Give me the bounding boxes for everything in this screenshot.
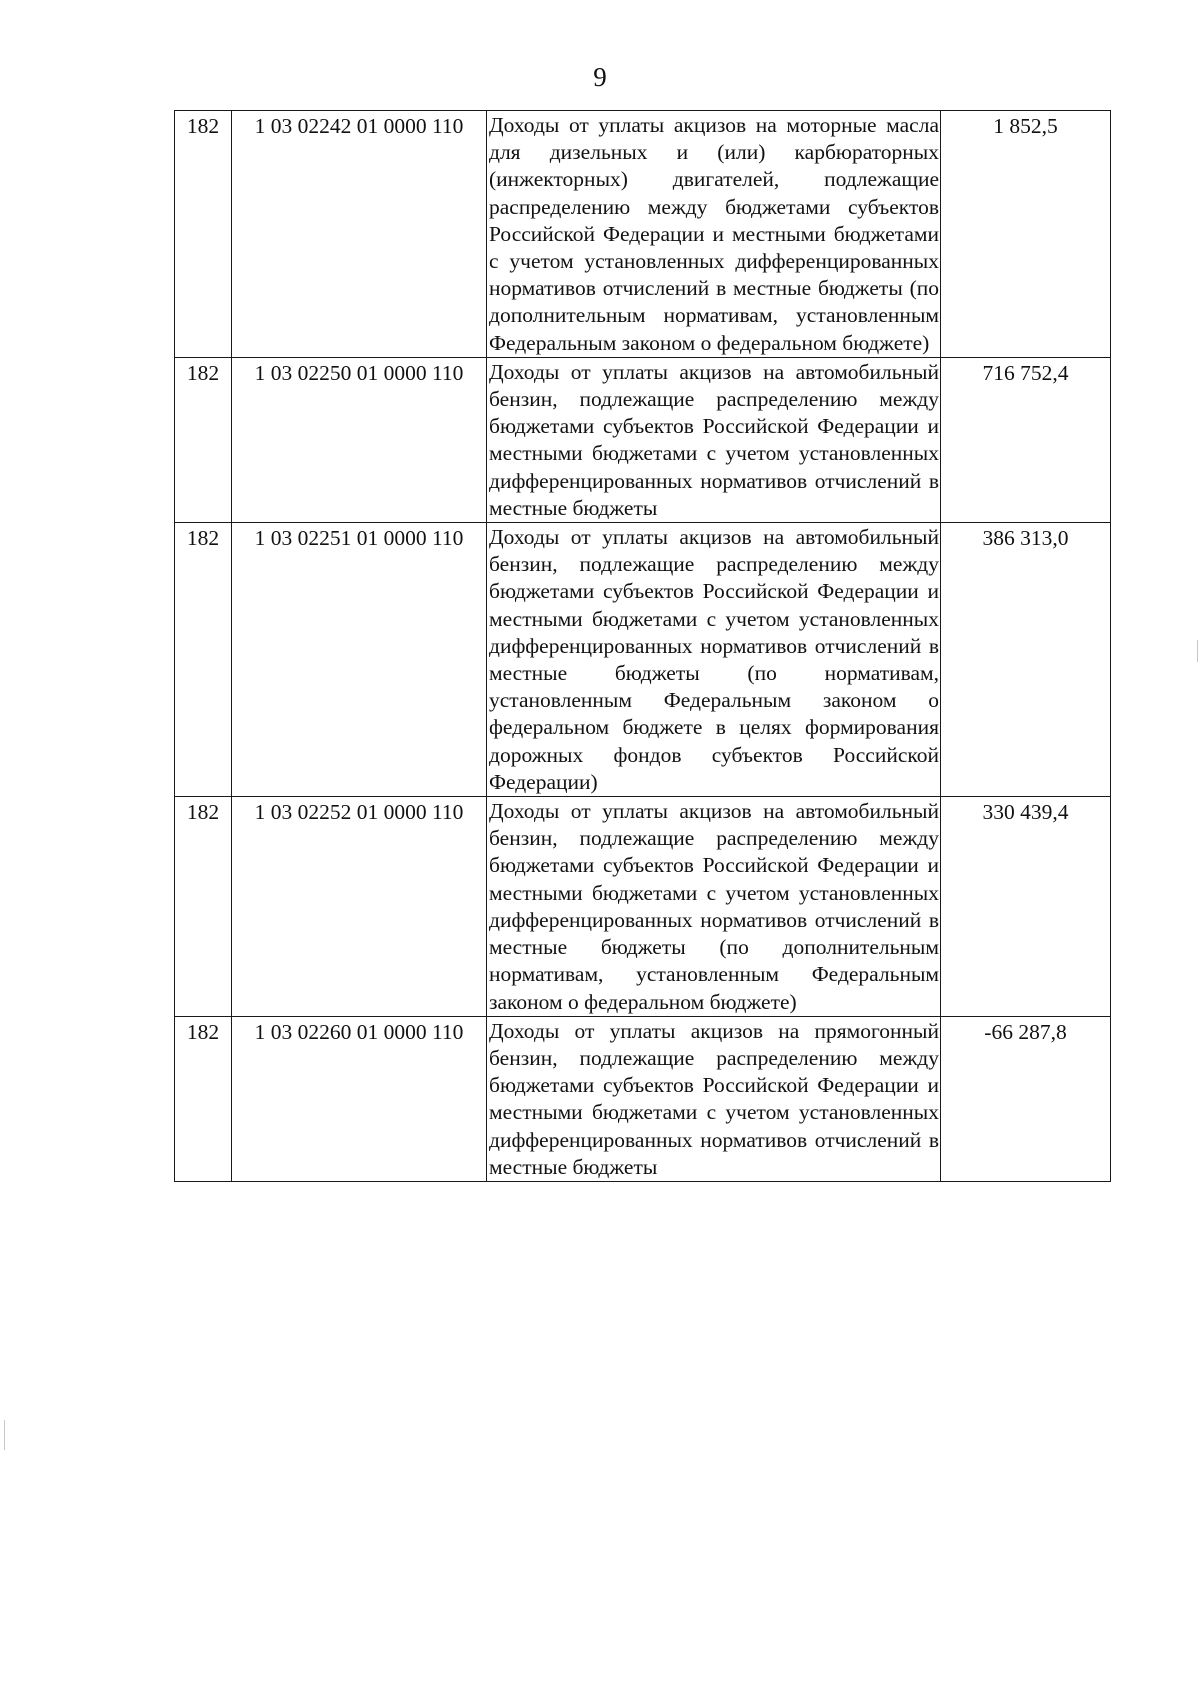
kbk-cell: 1 03 02260 01 0000 110 [232,1016,487,1181]
table-row [175,797,1111,1017]
table-row [175,111,1111,358]
table-row [175,357,1111,522]
revenue-name-cell: Доходы от уплаты акцизов на прямогонный бензин, подлежащие распределению между бюджетами субъектов Российской Федерации и местными бюджетами с учетом установленных дифференцированных нормативов отчислений в местные бюджеты [487,1016,941,1181]
kbk-cell: 1 03 02251 01 0000 110 [232,523,487,797]
scan-edge-mark [1197,640,1198,662]
kbk-cell: 1 03 02242 01 0000 110 [232,111,487,358]
scan-edge-mark [4,1420,5,1450]
admin-code-cell: 182 [175,523,232,797]
revenue-name-cell: Доходы от уплаты акцизов на автомобильный бензин, подлежащие распределению между бюджетами субъектов Российской Федерации и местными бюджетами с учетом установленных дифференцированных нормативов отчислений в местные бюджеты [487,357,941,522]
table-row [175,523,1111,797]
admin-code-cell: 182 [175,111,232,358]
revenue-name-cell: Доходы от уплаты акцизов на автомобильный бензин, подлежащие распределению между бюджетами субъектов Российской Федерации и местными бюджетами с учетом установленных дифференцированных нормативов отчислений в местные бюджеты (по нормативам, установленным Федеральным законом о федеральном бюджете в целях формирования дорожных фондов субъектов Российской Федерации) [487,523,941,797]
kbk-cell: 1 03 02252 01 0000 110 [232,797,487,1017]
page-number: 9 [593,62,607,92]
revenue-name-cell: Доходы от уплаты акцизов на автомобильный бензин, подлежащие распределению между бюджетами субъектов Российской Федерации и местными бюджетами с учетом установленных дифференцированных нормативов отчислений в местные бюджеты (по дополнительным нормативам, установленным Федеральным законом о федеральном бюджете) [487,797,941,1017]
amount-cell: 716 752,4 [941,357,1111,522]
amount-cell: 1 852,5 [941,111,1111,358]
amount-cell: 330 439,4 [941,797,1111,1017]
kbk-cell: 1 03 02250 01 0000 110 [232,357,487,522]
amount-cell: 386 313,0 [941,523,1111,797]
admin-code-cell: 182 [175,797,232,1017]
revenue-table [174,110,1111,1182]
admin-code-cell: 182 [175,1016,232,1181]
amount-cell: -66 287,8 [941,1016,1111,1181]
admin-code-cell: 182 [175,357,232,522]
table-row [175,1016,1111,1181]
revenue-name-cell: Доходы от уплаты акцизов на моторные масла для дизельных и (или) карбюраторных (инжекторных) двигателей, подлежащие распределению между бюджетами субъектов Российской Федерации и местными бюджетами с учетом установленных дифференцированных нормативов отчислений в местные бюджеты (по дополнительным нормативам, установленным Федеральным законом о федеральном бюджете) [487,111,941,358]
